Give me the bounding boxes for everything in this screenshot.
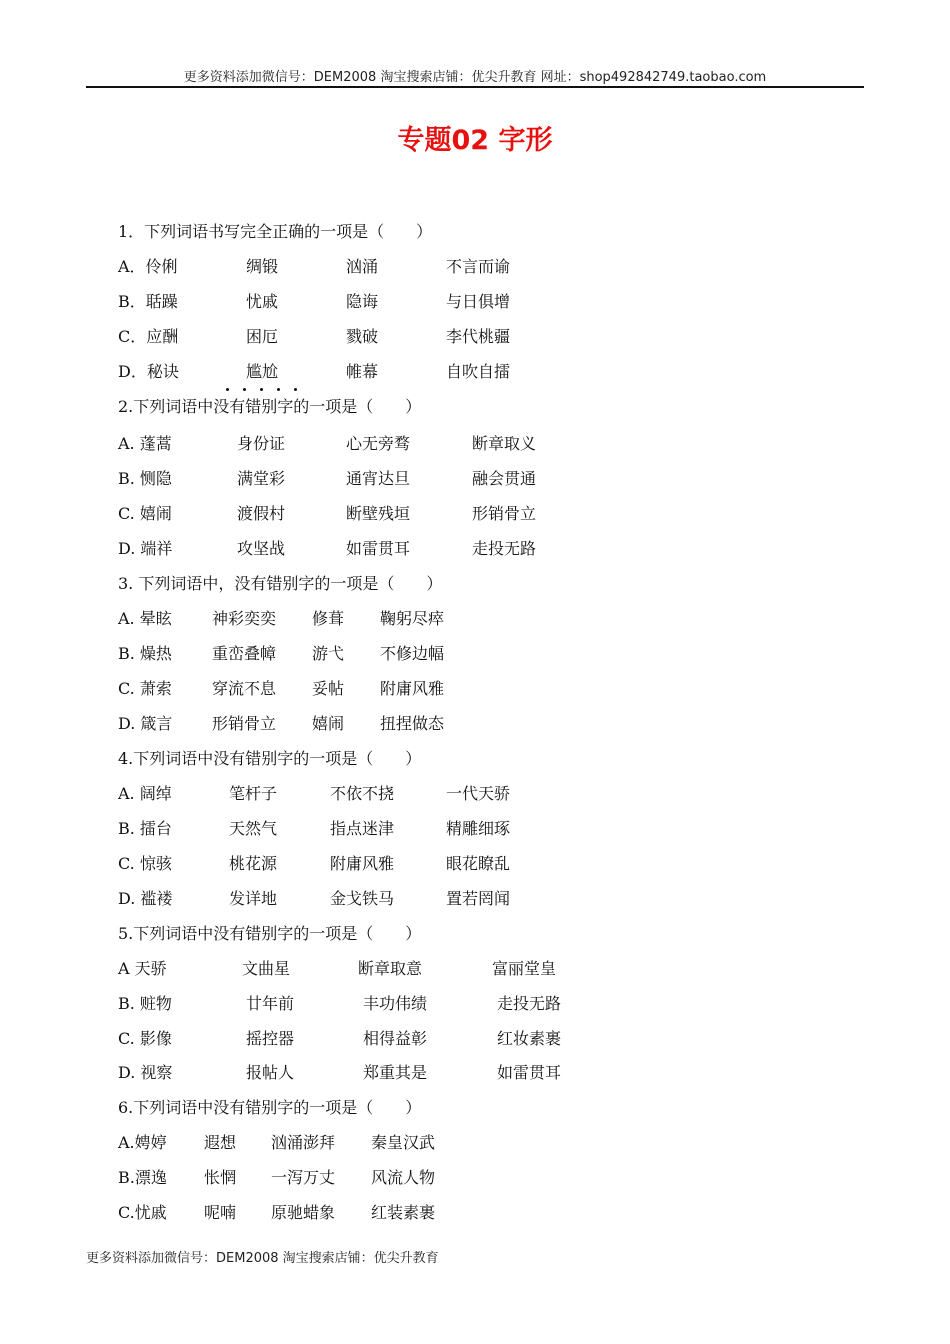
option-term: C. 影像 xyxy=(118,1029,172,1048)
option-term: A. 蓬蒿 xyxy=(118,434,172,453)
option-term: 丰功伟绩 xyxy=(363,994,428,1013)
question-2-stem: 2.下列词语中没有错别字的一项是（ ） xyxy=(118,397,422,416)
option-term: C. 萧索 xyxy=(118,679,172,698)
option-term: 尴尬 xyxy=(246,362,279,381)
option-term: 修葺 xyxy=(312,609,345,628)
option-term: C. 惊骇 xyxy=(118,854,172,873)
option-term: 心无旁骛 xyxy=(346,434,411,453)
option-term: D. 端祥 xyxy=(118,539,173,558)
option-term: 渡假村 xyxy=(237,504,286,523)
option-term: 置若罔闻 xyxy=(446,889,511,908)
option-term: 神彩奕奕 xyxy=(212,609,277,628)
option-term: 附庸风雅 xyxy=(330,854,395,873)
question-3-stem: 3. 下列词语中，没有错别字的一项是（ ） xyxy=(118,574,443,593)
option-term: 身份证 xyxy=(237,434,286,453)
option-term: 绸锻 xyxy=(246,257,279,276)
option-term: A. 晕眩 xyxy=(118,609,172,628)
option-term: 与日俱增 xyxy=(446,292,511,311)
emphasis-dots xyxy=(226,388,298,394)
option-term: B.漂逸 xyxy=(118,1168,167,1187)
option-term: 李代桃疆 xyxy=(446,327,511,346)
option-term: D. 褴褛 xyxy=(118,889,173,908)
option-term: 富丽堂皇 xyxy=(492,959,557,978)
option-term: 断壁残垣 xyxy=(346,504,411,523)
option-term: B. 恻隐 xyxy=(118,469,172,488)
option-term: 摇控器 xyxy=(246,1029,295,1048)
option-term: 扭捏做态 xyxy=(380,714,445,733)
option-term: 相得益彰 xyxy=(363,1029,428,1048)
option-term: A. 阔绰 xyxy=(118,784,172,803)
question-4-stem: 4.下列词语中没有错别字的一项是（ ） xyxy=(118,749,422,768)
option-term: 妥帖 xyxy=(312,679,345,698)
option-term: 满堂彩 xyxy=(237,469,286,488)
option-term: C. 嬉闹 xyxy=(118,504,172,523)
option-term: 发详地 xyxy=(229,889,278,908)
option-term: A.娉婷 xyxy=(118,1133,167,1152)
option-term: 戮破 xyxy=(346,327,379,346)
option-term: 天然气 xyxy=(229,819,278,838)
option-term: A．伶俐 xyxy=(118,257,178,276)
option-term: 金戈铁马 xyxy=(330,889,395,908)
option-term: 一泻万丈 xyxy=(271,1168,336,1187)
option-term: 自吹自擂 xyxy=(446,362,511,381)
option-term: D．秘诀 xyxy=(118,362,179,381)
option-term: 鞠躬尽瘁 xyxy=(380,609,445,628)
option-term: 红装素裹 xyxy=(371,1203,436,1222)
option-term: 帷幕 xyxy=(346,362,379,381)
option-term: 嬉闹 xyxy=(312,714,345,733)
option-term: 廿年前 xyxy=(246,994,295,1013)
page-footer: 更多资料添加微信号：DEM2008 淘宝搜索店铺：优尖升教育 xyxy=(86,1251,439,1266)
option-term: 一代天骄 xyxy=(446,784,511,803)
option-term: 穿流不息 xyxy=(212,679,277,698)
option-term: 断章取义 xyxy=(472,434,537,453)
option-term: 汹涌澎拜 xyxy=(271,1133,336,1152)
option-term: D. 箴言 xyxy=(118,714,173,733)
page-title: 专题02 字形 xyxy=(397,125,553,156)
option-term: 原驰蜡象 xyxy=(271,1203,336,1222)
option-term: 走投无路 xyxy=(497,994,562,1013)
question-1-stem: 1．下列词语书写完全正确的一项是（ ） xyxy=(118,222,433,241)
option-term: C．应酬 xyxy=(118,327,179,346)
option-term: 附庸风雅 xyxy=(380,679,445,698)
option-term: 通宵达旦 xyxy=(346,469,411,488)
option-term: 断章取意 xyxy=(358,959,423,978)
option-term: 不言而谕 xyxy=(446,257,511,276)
option-term: 文曲星 xyxy=(242,959,291,978)
option-term: 忧戚 xyxy=(246,292,279,311)
option-term: 如雷贯耳 xyxy=(497,1063,562,1082)
option-term: 秦皇汉武 xyxy=(371,1133,436,1152)
option-term: 形销骨立 xyxy=(212,714,277,733)
page-header: 更多资料添加微信号：DEM2008 淘宝搜索店铺：优尖升教育 网址：shop492842749.taobao.com xyxy=(183,70,767,85)
question-6-stem: 6.下列词语中没有错别字的一项是（ ） xyxy=(118,1098,422,1117)
option-term: C.忧戚 xyxy=(118,1203,167,1222)
option-term: 精雕细琢 xyxy=(446,819,511,838)
option-term: 郑重其是 xyxy=(363,1063,428,1082)
option-term: 重峦叠幛 xyxy=(212,644,277,663)
option-term: 笔杆子 xyxy=(229,784,278,803)
question-5-stem: 5.下列词语中没有错别字的一项是（ ） xyxy=(118,924,422,943)
option-term: 融会贯通 xyxy=(472,469,537,488)
option-term: 红妆素裹 xyxy=(497,1029,562,1048)
option-term: 形销骨立 xyxy=(472,504,537,523)
option-term: B. 燥热 xyxy=(118,644,172,663)
option-term: 报帖人 xyxy=(246,1063,295,1082)
option-term: B．聒躁 xyxy=(118,292,178,311)
option-term: B. 赃物 xyxy=(118,994,172,1013)
option-term: 隐诲 xyxy=(346,292,379,311)
option-term: 不依不挠 xyxy=(330,784,395,803)
option-term: 不修边幅 xyxy=(380,644,445,663)
option-term: D. 视察 xyxy=(118,1063,173,1082)
header-divider xyxy=(86,86,864,88)
option-term: 攻坚战 xyxy=(237,539,286,558)
option-term: A 天骄 xyxy=(118,959,167,978)
option-term: 遐想 xyxy=(204,1133,237,1152)
option-term: 指点迷津 xyxy=(330,819,395,838)
option-term: 游弋 xyxy=(312,644,345,663)
option-term: 眼花瞭乱 xyxy=(446,854,511,873)
option-term: 走投无路 xyxy=(472,539,537,558)
option-term: 怅惘 xyxy=(204,1168,237,1187)
option-term: 呢喃 xyxy=(204,1203,237,1222)
option-term: 风流人物 xyxy=(371,1168,436,1187)
option-term: 困厄 xyxy=(246,327,279,346)
option-term: 如雷贯耳 xyxy=(346,539,411,558)
option-term: B. 擂台 xyxy=(118,819,172,838)
option-term: 汹涌 xyxy=(346,257,379,276)
option-term: 桃花源 xyxy=(229,854,278,873)
